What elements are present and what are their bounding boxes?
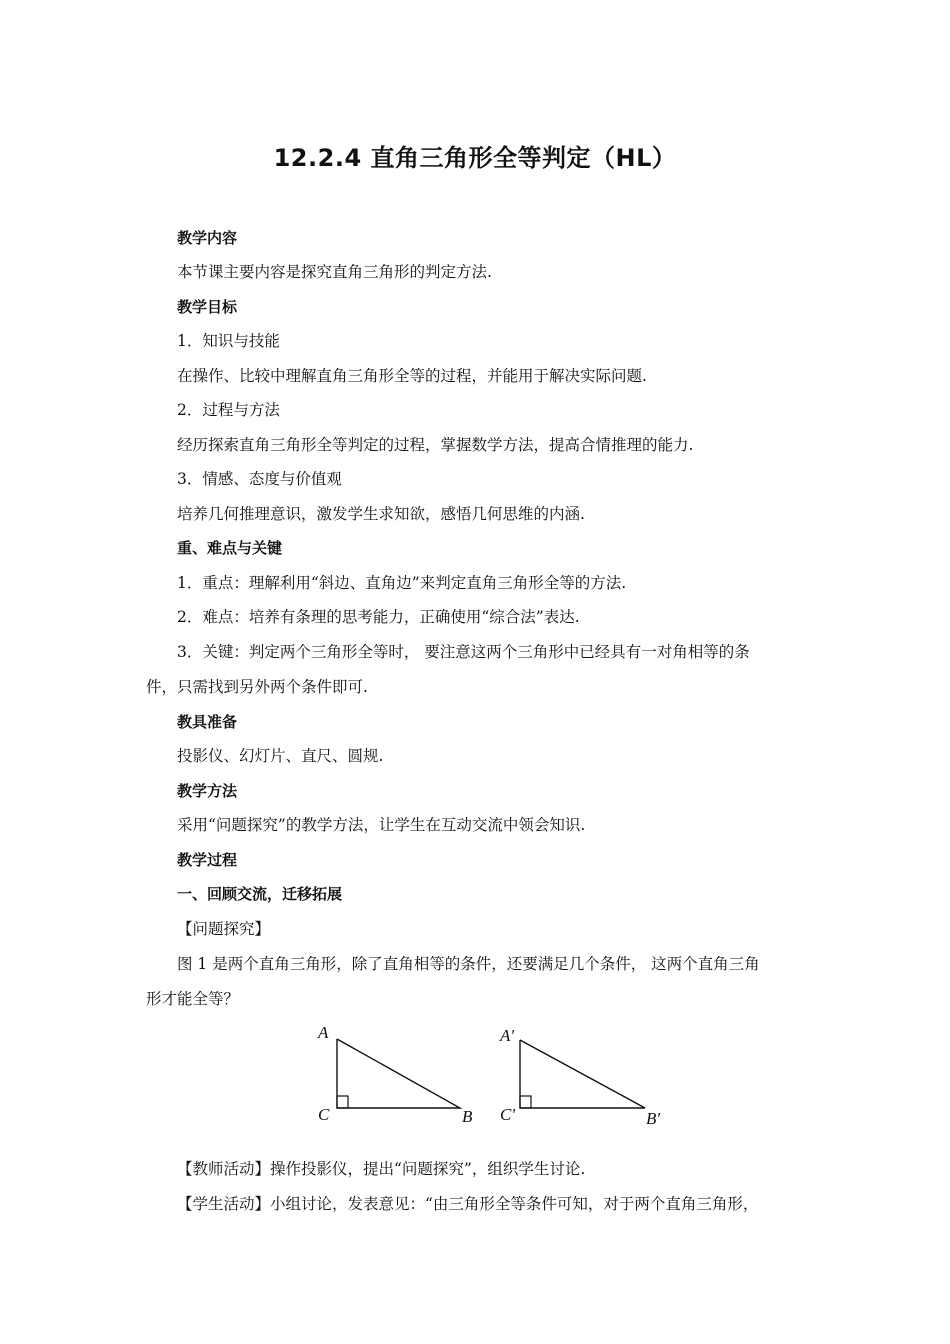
student-activity: 【学生活动】小组讨论，发表意见：“由三角形全等条件可知，对于两个直角三角形， (177, 1195, 759, 1213)
label-b-prime: B' (646, 1109, 661, 1128)
label-a-prime: A' (500, 1026, 515, 1045)
goal3-heading: 3．情感、态度与价值观 (177, 470, 342, 488)
right-angle-mark (337, 1096, 348, 1108)
right-triangle (499, 1026, 660, 1128)
section-heading-goals: 教学目标 (177, 298, 238, 316)
page-title: 12.2.4 直角三角形全等判定（HL） (273, 144, 677, 172)
tools-text: 投影仪、幻灯片、直尺、圆规. (177, 747, 384, 765)
key-point-3-line1: 3．关键：判定两个三角形全等时， 要注意这两个三角形中已经具有一对角相等的条 (177, 643, 750, 661)
goal1-text: 在操作、比较中理解直角三角形全等的过程，并能用于解决实际问题. (177, 367, 647, 385)
goal2-heading: 2．过程与方法 (177, 401, 280, 419)
goal3-text: 培养几何推理意识，激发学生求知欲，感悟几何思维的内涵. (177, 505, 585, 523)
key-point-3-line2: 件，只需找到另外两个条件即可. (146, 678, 368, 696)
content-text: 本节课主要内容是探究直角三角形的判定方法. (177, 263, 492, 281)
label-c-prime: C' (500, 1105, 515, 1124)
section-heading-process: 教学过程 (177, 851, 238, 869)
goal1-heading: 1．知识与技能 (177, 332, 280, 350)
triangles-figure (300, 1020, 700, 1135)
left-triangle (317, 1023, 473, 1126)
teacher-activity: 【教师活动】操作投影仪，提出“问题探究”，组织学生讨论. (177, 1160, 586, 1178)
inquiry-line2: 形才能全等？ (146, 990, 240, 1008)
label-a: A (318, 1023, 329, 1042)
label-c: C (318, 1105, 330, 1124)
section-heading-content: 教学内容 (177, 229, 238, 247)
section-heading-tools: 教具准备 (177, 713, 238, 731)
key-point-2: 2．难点：培养有条理的思考能力，正确使用“综合法”表达. (177, 608, 580, 626)
inquiry-line1: 图 1 是两个直角三角形，除了直角相等的条件，还要满足几个条件， 这两个直角三角 (177, 955, 760, 973)
section-heading-key: 重、难点与关键 (177, 539, 283, 557)
step1-heading: 一、回顾交流，迁移拓展 (177, 885, 343, 903)
right-angle-mark-prime (520, 1096, 531, 1108)
inquiry-tag: 【问题探究】 (177, 920, 271, 938)
goal2-text: 经历探索直角三角形全等判定的过程，掌握数学方法，提高合情推理的能力. (177, 436, 694, 454)
key-point-1: 1．重点：理解利用“斜边、直角边”来判定直角三角形全等的方法. (177, 574, 627, 592)
method-text: 采用“问题探究”的教学方法，让学生在互动交流中领会知识. (177, 816, 586, 834)
label-b: B (462, 1107, 473, 1126)
section-heading-method: 教学方法 (177, 782, 238, 800)
